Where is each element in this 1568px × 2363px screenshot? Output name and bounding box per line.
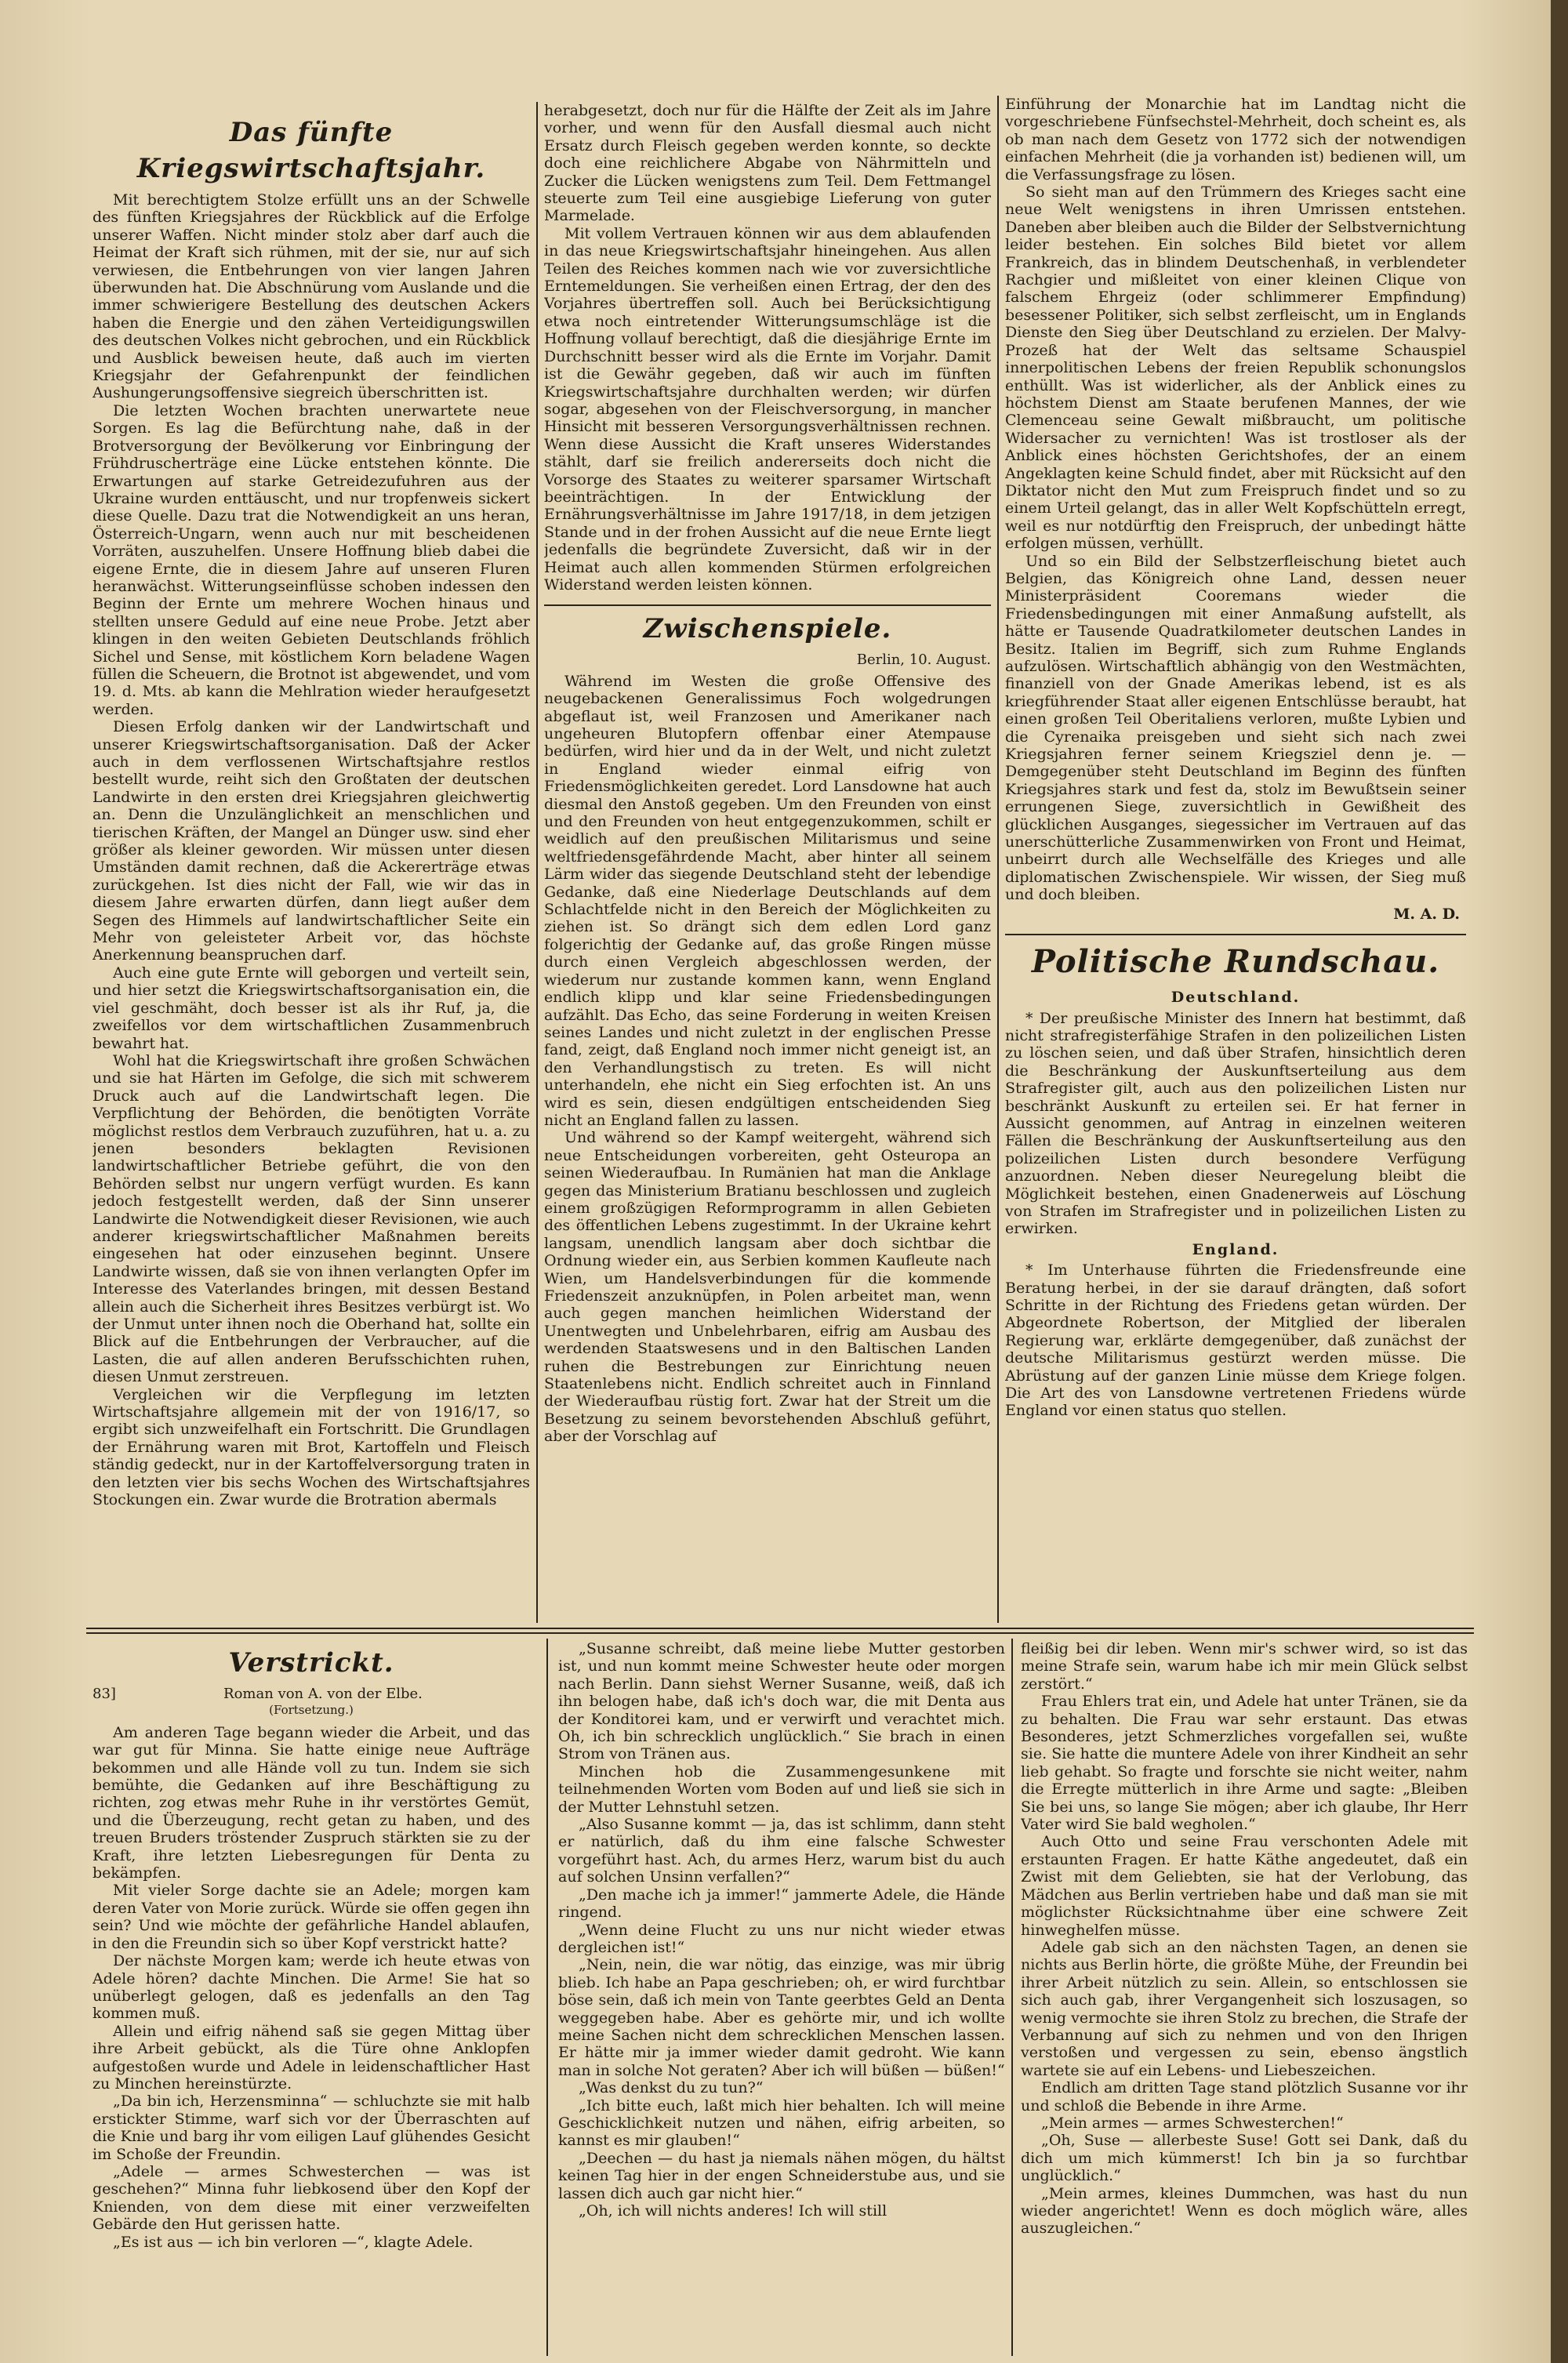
novel-byline-row xyxy=(93,1686,530,1703)
article-interludes-dateline: Berlin, 10. August. xyxy=(856,652,991,669)
novel-paragraph: Endlich am dritten Tage stand plötzlich Susanne vor ihr und schloß die Bebende in ihre Arme. xyxy=(1021,2079,1468,2114)
novel-column-1 xyxy=(93,1640,530,2355)
article-paragraph: Einführung der Monarchie hat im Landtag nicht die vorgeschriebene Fünfsechstel-Mehrheit, doch scheint es, als ob man nach dem Gesetz von 1772 sich der notwendigen einfachen Mehrheit (die ja vorhanden ist) bedienen will, um die Verfassungsfrage zu lösen. xyxy=(1005,96,1466,183)
novel-paragraph: Minchen hob die Zusammengesunkene mit teilnehmenden Worten vom Boden auf und ließ sie sich in der Mutter Lehnstuhl setzen. xyxy=(558,1762,1005,1816)
novel-column-3 xyxy=(1021,1640,1468,2355)
article-paragraph: Während im Westen die große Offensive des neugebackenen Generalissimus Foch wolgedrungen abgeflaut ist, weil Franzosen und Amerikaner nach ungeheuren Blutopfern offenbar einer Atempause bedürfen, wird hier und da in der Welt, und nicht zuletzt in England wieder einmal eifrig von Friedensmöglichkeiten geredet. Lord Lansdowne hat auch diesmal den Anstoß gegeben. Um den Freunden von einst und den Freunden von heut entgegenzukommen, schilt er weidlich auf den preußischen Militarismus und seine weltfriedensgefährdende Macht, aber hinter all seinem Lärm wider das siegende Deutschland steht der lebendige Gedanke, daß eine Niederlage Deutschlands auf dem Schlachtfelde nicht in den Bereich der Möglichkeiten zu ziehen ist. So drängt sich dem edlen Lord ganz folgerichtig der Gedanke auf, das große Ringen müsse durch einen Vergleich abgeschlossen werden, der wiederum nur zustande kommen kann, wenn England endlich klipp und klar seine Friedensbedingungen aufzählt. Das Echo, das seine Forderung in weiten Kreisen seines Landes und nicht zuletzt in der englischen Presse fand, zeigt, daß England noch immer nicht geneigt ist, an den Verhandlungstisch zu treten. Es will nicht unterhandeln, ehe nicht ein Sieg erfochten ist. An uns wird es sein, diesen endgültigen entscheidenden Sieg nicht an England fallen zu lassen. xyxy=(544,672,991,1129)
novel-paragraph: „Ich bitte euch, laßt mich hier behalten. Ich will meine Geschicklichkeit nutzen und nähen, eifrig arbeiten, so kannst es mir glauben!“ xyxy=(558,2096,1005,2150)
novel-paragraph: „Oh, ich will nichts anderes! Ich will still xyxy=(579,2202,887,2220)
novel-paragraph: „Also Susanne kommt — ja, das ist schlimm, dann steht er natürlich, daß du ihm eine falsche Schwester vorgeführt hast. Ach, du armes Herz, warum bist du auch auf solchen Unsinn verfallen?“ xyxy=(558,1816,1005,1886)
novel-paragraph: „Susanne schreibt, daß meine liebe Mutter gestorben ist, und nun kommt meine Schwester heute oder morgen nach Berlin. Dann siehst Werner Susanne, weiß, daß ich ihn belogen habe, daß ich's doch war, die mit Denta aus der Konditorei kam, und er verwirft und verachtet mich. Oh, ich bin schrecklich unglücklich.“ Sie brach in einen Strom von Tränen aus. xyxy=(558,1640,1005,1763)
article-paragraph: Und so ein Bild der Selbstzerfleischung bietet auch Belgien, das Königreich ohne Land, dessen neuer Ministerpräsident Cooremans wieder die Friedensbedingungen mit einer Anmaßung aufstellt, als hätte er Tausende Quadratkilometer deutschen Landes in Besitz. Italien im Begriff, sich zum Ruhme Englands aufzulösen. Wirtschaftlich abhängig von den Westmächten, finanziell von der Gnade Amerikas lebend, ist es als kriegführender Staat aller eigenen Entschlüsse beraubt, hat einen großen Teil Oberitaliens verloren, mußte Lybien und die Cyrenaika preisgeben und sieht sich nach zwei Kriegsjahren ferner seinem Kriegsziel denn je. — Demgegenüber steht Deutschland im Beginn des fünften Kriegsjahres stark und fest da, stolz im Bewußtsein seiner errungenen Siege, zuversichtlich in Gewißheit des glücklichen Ausganges, siegessicher im Vertrauen auf das unerschütterliche Zusammenwirken von Front und Heimat, unbeirrt durch alle Wechselfälle des Krieges und alle diplomatischen Zwischenspiele. Wir wissen, der Sieg muß und doch bleiben. xyxy=(1005,552,1466,904)
column-rule xyxy=(546,1639,548,2356)
novel-paragraph: Allein und eifrig nähend saß sie gegen Mittag über ihre Arbeit gebückt, als die Türe ohne Anklopfen aufgestoßen wurde und Adele in leidenschaftlicher Hast zu Minchen hereinstürzte. xyxy=(93,2022,530,2093)
novel-paragraph: „Mein armes — armes Schwesterchen!“ xyxy=(1041,2114,1344,2132)
article-paragraph: herabgesetzt, doch nur für die Hälfte der Zeit als im Jahre vorher, und wenn für den Ausfall diesmal auch nicht Ersatz durch Fleisch gegeben werden konnte, so deckte doch eine reichlichere Abgabe von Nährmitteln und Zucker die Lücken wenigstens zum Teil. Dem Fettmangel steuerte zum Teil eine ausgiebige Lieferung von guter Marmelade. xyxy=(544,102,991,225)
section-divider xyxy=(544,604,991,606)
article-paragraph: So sieht man auf den Trümmern des Krieges sacht eine neue Welt wenigstens in ihren Umrissen entstehen. Daneben aber bleiben auch die Bilder der Selbstvernichtung leider bestehen. Ein solches Bild bietet vor allem Frankreich, das in blindem Deutschenhaß, in verblendeter Rachgier und mißleitet von einer kleinen Clique von falschem Ehrgeiz (oder schlimmerer Empfindung) besessener Politiker, sich selbst zerfleischt, um in Englands Dienste den Sieg über Deutschland zu erzielen. Der Malvy-Prozeß hat der Welt das seltsame Schauspiel innerpolitischen Lebens der freien Republik schonungslos enthüllt. Was ist widerlicher, als der Anblick eines zu höchstem Dienst am Staate berufenen Mannes, der wie Clemenceau seine Gewalt mißbraucht, um politische Widersacher zu vernichten! Was ist trostloser als der Anblick eines höchsten Gerichtshofes, der an einem Angeklagten keine Schuld findet, aber mit Rücksicht auf den Diktator nicht den Mut zum Freispruch findet und so zu einem Urteil gelangt, das in aller Welt Kopfschütteln erregt, weil es nur notdürftig den Freispruch, der unbedingt hätte erfolgen müssen, verhüllt. xyxy=(1005,183,1466,553)
politics-title: Politische Rundschau. xyxy=(1031,943,1440,981)
novel-paragraph: Adele gab sich an den nächsten Tagen, an denen sie nichts aus Berlin hörte, die größte Mühe, der Freundin bei ihrer Arbeit nützlich zu sein. Allein, so entschlossen sie sich auch gab, ihrer Vergangenheit sich loszusagen, so wenig vermochte sie ihren Stolz zu brechen, die Strafe der Verbannung auf sich zu nehmen und von den Ihrigen verstoßen und vergessen zu sein, ebenso ängstlich wartete sie auf ein Lebens- und Liebeszeichen. xyxy=(1021,1938,1468,2079)
politics-england-heading: England. xyxy=(1192,1240,1279,1258)
novel-paragraph: „Adele — armes Schwesterchen — was ist geschehen?“ Minna fuhr liebkosend über den Kopf der Knienden, von dem diese mit einer verzweifelten Gebärde den Hut gerissen hatte. xyxy=(93,2162,530,2234)
politics-germany-heading: Deutschland. xyxy=(1171,989,1301,1007)
feuilleton-rule xyxy=(86,1632,1474,1634)
novel-paragraph: „Deechen — du hast ja niemals nähen mögen, du hältst keinen Tag hier in der engen Schneiderstube aus, und sie lassen dich auch gar nicht hier.“ xyxy=(558,2149,1005,2202)
novel-paragraph: Am anderen Tage begann wieder die Arbeit, und das war gut für Minna. Sie hatte einige neue Aufträge bekommen und alle Hände voll zu tun. Indem sie sich bemühte, die Gedanken auf ihre Beschäftigung zu richten, zog etwas mehr Ruhe in ihr verstörtes Gemüt, und die Überzeugung, recht getan zu haben, und des treuen Bruders tröstender Zuspruch stärkten sie zu der Kraft, ihre letzten Liebesregungen für Denta zu bekämpfen. xyxy=(93,1723,530,1882)
article-war-economy-column-1 xyxy=(93,110,530,1619)
novel-paragraph: Frau Ehlers trat ein, und Adele hat unter Tränen, sie da zu behalten. Die Frau war sehr erstaunt. Das etwas Besonderes, jetzt Schmerzliches vorgefallen sei, wußte sie. Sie hatte die muntere Adele von ihrer Kindheit an sehr lieb gehabt. So fragte und forschte sie nicht weiter, nahm die Erregte mütterlich in ihre Arme und sagte: „Bleiben Sie bei uns, so lange Sie mögen; aber ich glaube, Ihr Herr Vater wird Sie bald wegholen.“ xyxy=(1021,1693,1468,1834)
article-paragraph: Und während so der Kampf weitergeht, während sich neue Entscheidungen vorbereiten, geht Osteuropa an seinen Wiederaufbau. In Rumänien hat man die Anklage gegen das Ministerium Bratianu beschlossen und zugleich einem großzügigen Reformprogramm in allen Gebieten des öffentlichen Lebens zugestimmt. In der Ukraine kehrt langsam, unendlich langsam aber doch sichtbar die Ordnung wieder ein, aus Serbien kommen Kaufleute nach Wien, um Handelsverbindungen für die kommende Friedenszeit anzuknüpfen, in Polen arbeitet man, wenn auch gegen manchen heimlichen Widerstand der Unentwegten und Unbelehrbaren, eifrig am Ausbau des werdenden Staatswesens und in den Baltischen Landen ruhen die Bestrebungen zur Einrichtung neuen Staatenlebens nicht. Endlich schreitet auch in Finnland der Wiederaufbau rüstig fort. Zwar hat der Streit um die Besetzung zu seinem bevorstehenden Abschluß geführt, aber der Vorschlag auf xyxy=(544,1129,991,1446)
binding-edge xyxy=(1551,0,1568,2363)
novel-installment-number: 83] xyxy=(93,1686,116,1702)
column-rule xyxy=(997,96,999,1623)
politics-england-text: * Im Unterhause führten die Friedensfreunde eine Beratung herbei, in der sie darauf drängten, daß sofort Schritte in der Richtung des Friedens getan würden. Der Abgeordnete Robertson, der Mitglied der liberalen Regierung war, erklärte demgegenüber, daß zunächst der deutsche Militarismus gestürzt werden müsse. Die Abrüstung auf der ganzen Linie müsse dem Kriege folgen. Die Art des von Lansdowne vertretenen Friedens würde England vor einen status quo stellen. xyxy=(1005,1261,1466,1420)
column-rule xyxy=(536,102,538,1623)
article-war-economy-title: Das fünfte Kriegswirtschaftsjahr. xyxy=(136,117,486,184)
article-signature: M. A. D. xyxy=(1393,905,1460,923)
novel-paragraph: „Was denkst du zu tun?“ xyxy=(579,2079,764,2097)
novel-paragraph: „Es ist aus — ich bin verloren —“, klagte Adele. xyxy=(113,2233,474,2251)
novel-paragraph: „Oh, Suse — allerbeste Suse! Gott sei Dank, daß du dich um mich kümmerst! Ich bin ja so furchtbar unglücklich.“ xyxy=(1021,2132,1468,2185)
article-paragraph: Die letzten Wochen brachten unerwartete neue Sorgen. Es lag die Befürchtung nahe, daß in der Brotversorgung der Bevölkerung vor Einbringung der Frühdruscherträge eine Lücke entstehen könnte. Die Erwartungen auf starke Getreidezufuhren aus der Ukraine wurden enttäuscht, und nur tropfenweis sickert diese Quelle. Dazu trat die Notwendigkeit an uns heran, Österreich-Ungarn, wenn auch nur mit bescheidenen Vorräten, auszuhelfen. Unsere Hoffnung blieb dabei die eigene Ernte, die in diesem Jahre auf unseren Fluren heranwächst. Witterungseinflüsse schoben indessen den Beginn der Ernte um mehrere Wochen hinaus und stellten unsere Geduld auf eine neue Probe. Jetzt aber klingen in den weiten Gebieten Deutschlands fröhlich Sichel und Sense, mit köstlichem Korn beladene Wagen füllen die Scheuern, die Brotnot ist abgewendet, und vom 19. d. Mts. ab kann die Mehlration wieder heraufgesetzt werden. xyxy=(93,401,530,718)
novel-paragraph: Auch Otto und seine Frau verschonten Adele mit erstaunten Fragen. Er hatte Käthe angedeutet, daß ein Zwist mit dem Geliebten, sie hat der Verlobung, das Mädchen aus Berlin vertrieben habe und daß man sie mit möglichster Rücksichtnahme über eine schwere Zeit hinweghelfen müsse. xyxy=(1021,1833,1468,1939)
article-interludes-title: Zwischenspiele. xyxy=(643,613,892,645)
article-war-economy-column-2 xyxy=(544,102,991,1619)
column-rule xyxy=(1011,1639,1013,2356)
novel-paragraph: „Mein armes, kleines Dummchen, was hast du nun wieder angerichtet! Wenn es doch möglich wäre, alles auszugleichen.“ xyxy=(1021,2184,1468,2238)
novel-paragraph: Mit vieler Sorge dachte sie an Adele; morgen kam deren Vater von Morie zurück. Würde sie offen gegen ihn sein? Und wie möchte der gefährliche Handel ablaufen, in den die Freundin sich so über Kopf verstrickt hatte? xyxy=(93,1882,530,1952)
novel-column-2 xyxy=(558,1640,1005,2355)
novel-paragraph: „Wenn deine Flucht zu uns nur nicht wieder etwas dergleichen ist!“ xyxy=(558,1921,1005,1956)
article-paragraph: Wohl hat die Kriegswirtschaft ihre großen Schwächen und sie hat Härten im Gefolge, die sich mit schwerem Druck auch auf die Landwirtschaft legen. Die Verpflichtung der Behörden, die benötigten Vorräte möglichst restlos dem Verbrauch zuzuführen, hat u. a. zu jenen besonders beklagten Revisionen landwirtschaftlicher Betriebe geführt, die von den Behörden selbst nur ungern verfügt wurden. Es kann jedoch festgestellt werden, daß der Sinn unserer Landwirte die Notwendigkeit dieser Revisionen, wie auch anderer kriegswirtschaftlicher Maßnahmen bereits eingesehen hat oder einzusehen beginnt. Unsere Landwirte wissen, daß sie von ihnen verlangten Opfer im Interesse des Vaterlandes bringen, mit dessen Bestand allein auch die Sicherheit ihres Besitzes verbürgt ist. Wo der Unmut unter ihnen noch die Oberhand hat, sollte ein Blick auf die Entbehrungen der Verbraucher, auf die Lasten, die auf allen anderen Berufsschichten ruhen, diesen Unmut zerstreuen. xyxy=(93,1051,530,1386)
novel-paragraph: „Nein, nein, die war nötig, das einzige, was mir übrig blieb. Ich habe an Papa geschrieben; oh, er wird furchtbar böse sein, daß ich mein von Tante geerbtes Geld an Denta weggegeben habe. Aber es gehörte mir, und ich wollte meine Sachen nicht dem schrecklichen Menschen lassen. Er hätte mir ja immer wieder damit gedroht. Wie kann man in solche Not geraten? Aber ich will büßen — büßen!“ xyxy=(558,1956,1005,2079)
article-paragraph: Auch eine gute Ernte will geborgen und verteilt sein, und hier setzt die Kriegswirtschaftsorganisation ein, die viel geschmäht, doch besser ist als ihr Ruf, ja, die zweifellos vor dem wirtschaftlichen Zusammenbruch bewahrt hat. xyxy=(93,964,530,1052)
novel-paragraph: „Da bin ich, Herzensminna“ — schluchzte sie mit halb erstickter Stimme, warf sich vor der Überraschten auf die Knie und barg ihr vom eiligen Lauf glühendes Gesicht im Schoße der Freundin. xyxy=(93,2093,530,2163)
article-interludes-column-3 xyxy=(1005,96,1466,1619)
novel-title: Verstrickt. xyxy=(228,1647,394,1679)
novel-paragraph: „Den mache ich ja immer!“ jammerte Adele, die Hände ringend. xyxy=(558,1886,1005,1922)
novel-paragraph: Der nächste Morgen kam; werde ich heute etwas von Adele hören? dachte Minchen. Die Arme! Sie hat so unüberlegt gelogen, daß es jedenfalls an den Tag kommen muß. xyxy=(93,1952,530,2023)
novel-continuation-note: (Fortsetzung.) xyxy=(269,1703,354,1718)
article-paragraph: Mit berechtigtem Stolze erfüllt uns an der Schwelle des fünften Kriegsjahres der Rückblick auf die Erfolge unserer Waffen. Nicht minder stolz aber darf auch die Heimat der Kraft sich rühmen, mit der sie, nur auf sich verwiesen, die Entbehrungen von vier langen Jahren überwunden hat. Die Abschnürung vom Auslande und die immer schwierigere Bestellung des deutschen Ackers haben die Energie und den zähen Verteidigungswillen des deutschen Volkes nicht gebrochen, und ein Rückblick und Ausblick beweisen heute, daß auch im vierten Kriegsjahr der Gefahrenpunkt der feindlichen Aushungerungsoffensive siegreich überschritten ist. xyxy=(93,191,530,402)
article-paragraph: Mit vollem Vertrauen können wir aus dem ablaufenden in das neue Kriegswirtschaftsjahr hineingehen. Aus allen Teilen des Reiches kommen nach wie vor zuversichtliche Erntemeldungen. Sie verheißen einen Ertrag, der den des Vorjahres übertreffen soll. Auch bei Berücksichtigung etwa noch eintretender Witterungsumschläge ist die Hoffnung vollauf berechtigt, daß die diesjährige Ernte im Durchschnitt besser wird als die Ernte im Vorjahr. Damit ist die Gewähr gegeben, daß wir auch im fünften Kriegswirtschaftsjahre durchhalten werden; wir dürfen sogar, abgesehen von der Fleischversorgung, in mancher Hinsicht mit besseren Versorgungsverhältnissen rechnen. Wenn diese Aussicht die Kraft unseres Widerstandes stählt, darf sie freilich andererseits doch nicht die Vorsorge des Staates zu weiterer sparsamer Wirtschaft beeinträchtigen. In der Entwicklung der Ernährungsverhältnisse im Jahre 1917/18, in dem jetzigen Stande und in der frohen Aussicht auf die neue Ernte liegt jedenfalls die begründete Zuversicht, daß wir in der Heimat auch allen kommenden Stürmen erfolgreichen Widerstand werden leisten können. xyxy=(544,224,991,593)
novel-byline: Roman von A. von der Elbe. xyxy=(223,1686,423,1702)
section-divider xyxy=(1005,934,1466,935)
politics-germany-text: * Der preußische Minister des Innern hat bestimmt, daß nicht strafregisterfähige Strafen in den polizeilichen Listen zu löschen seien, und daß über Strafen, hinsichtlich deren die Beschränkung der Auskunftserteilung aus dem Strafregister gilt, auch aus den polizeilichen Listen nur beschränkt Auskunft zu erteilen sei. Er hat ferner in Aussicht genommen, auf Antrag in einzelnen weiteren Fällen die Beschränkung der Auskunftserteilung aus den polizeilichen Listen durch besondere Verfügung anzuordnen. Neben dieser Neuregelung bleibt die Möglichkeit bestehen, einen Gnadenerweis auf Löschung von Strafen im Strafregister und in polizeilichen Listen zu erwirken. xyxy=(1005,1009,1466,1238)
feuilleton-rule xyxy=(86,1628,1474,1629)
article-paragraph: Vergleichen wir die Verpflegung im letzten Wirtschaftsjahre allgemein mit der von 1916/17, so ergibt sich unzweifelhaft ein Fortschritt. Die Grundlagen der Ernährung waren mit Brot, Kartoffeln und Fleisch ständig gedeckt, nur in der Kartoffelversorgung traten in den letzten vier bis sechs Wochen des Wirtschaftsjahres Stockungen ein. Zwar wurde die Brotration abermals xyxy=(93,1385,530,1509)
novel-paragraph: fleißig bei dir leben. Wenn mir's schwer wird, so ist das meine Strafe sein, warum habe ich mir mein Glück selbst zerstört.“ xyxy=(1021,1640,1468,1693)
article-paragraph: Diesen Erfolg danken wir der Landwirtschaft und unserer Kriegswirtschaftsorganisation. Daß der Acker auch in dem verflossenen Wirtschaftsjahre restlos bestellt wurde, reiht sich den Großtaten der deutschen Landwirte in den ersten drei Kriegsjahren gleichwertig an. Denn die Unzulänglichkeit an menschlichen und tierischen Kräften, der Mangel an Dünger usw. sind eher größer als kleiner geworden. Wir müssen unter diesen Umständen damit rechnen, daß die Ackererträge etwas zurückgehen. Ist dies nicht der Fall, wie wir das in diesem Jahre erwarten dürfen, dann liegt außer dem Segen des Himmels auf landwirtschaftlicher Seite ein Mehr von geleisteter Arbeit vor, das höchste Anerkennung beanspruchen darf. xyxy=(93,718,530,964)
